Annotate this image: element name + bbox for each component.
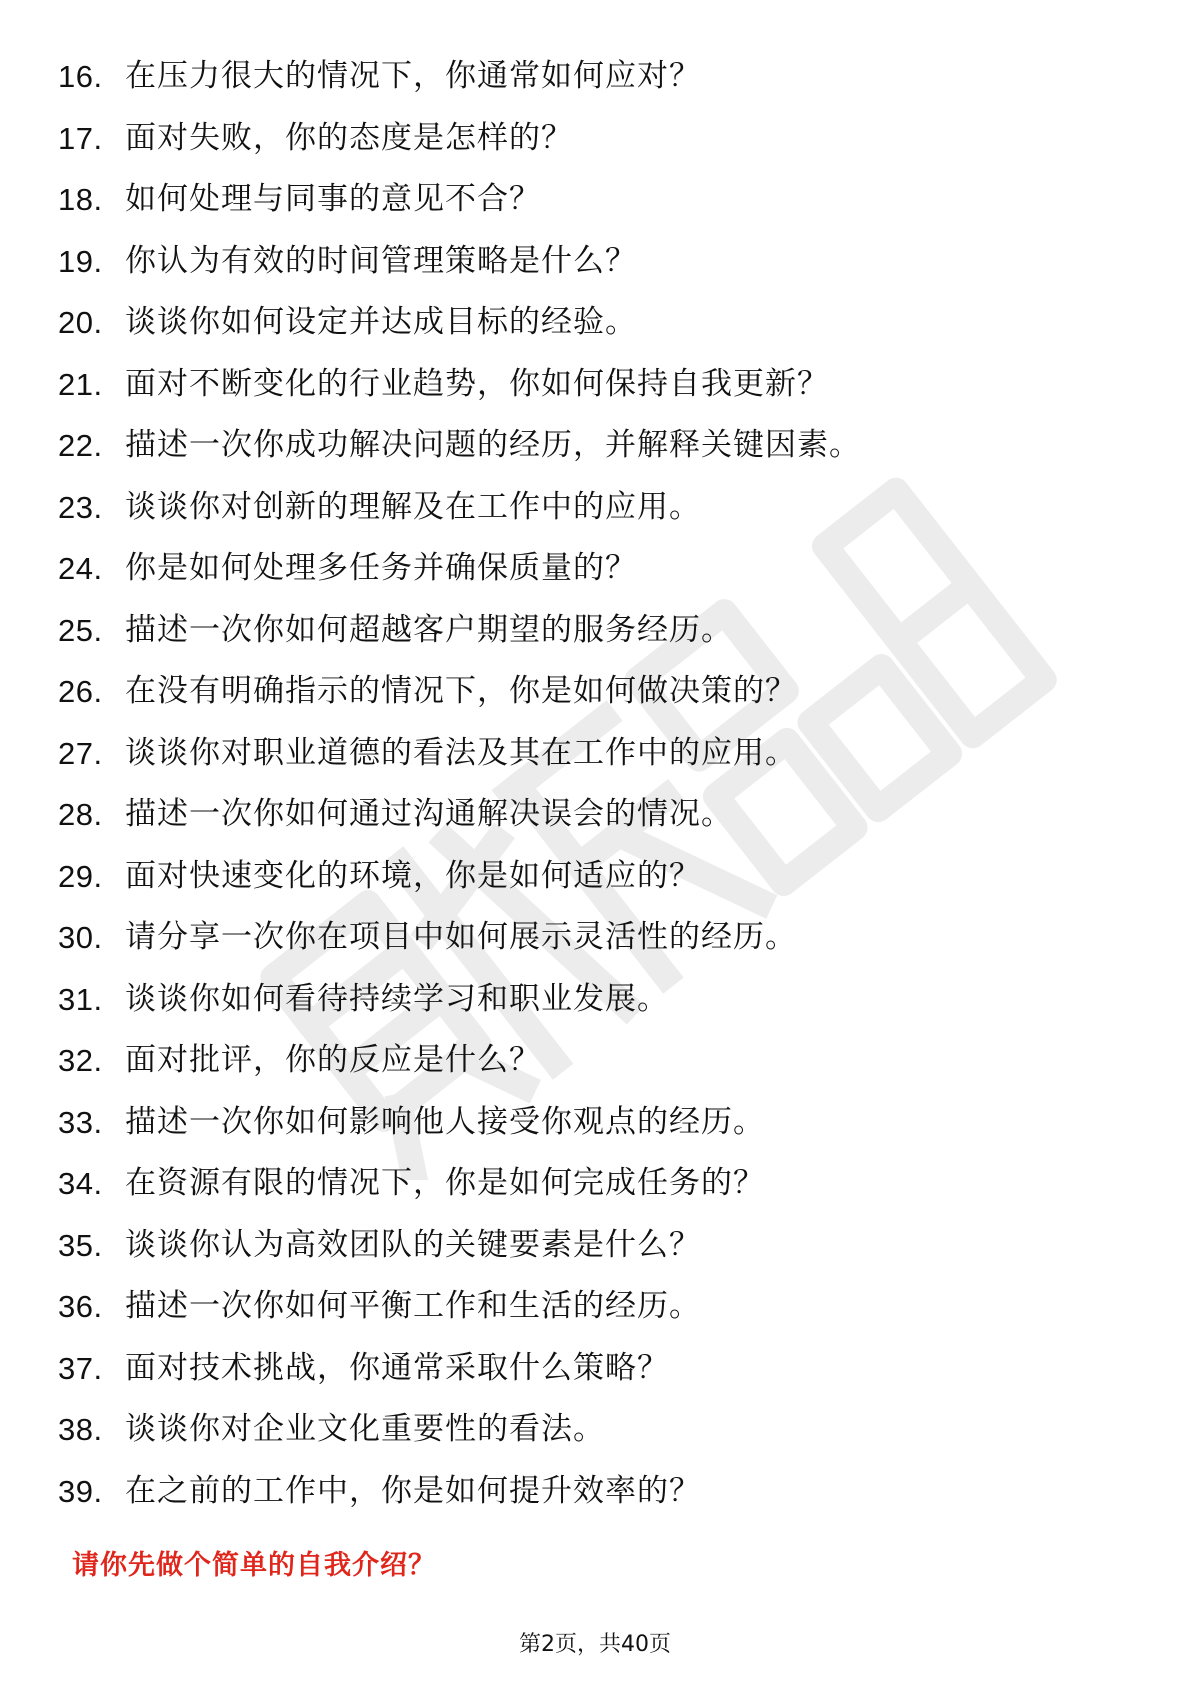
question-text: 谈谈你对创新的理解及在工作中的应用。 [125,488,701,525]
question-item [58,1215,1138,1277]
question-number: 33. [58,1104,103,1140]
question-text: 描述一次你如何影响他人接受你观点的经历。 [125,1103,765,1140]
question-text: 在压力很大的情况下，你通常如何应对？ [125,58,701,95]
question-number: 17. [58,120,103,156]
question-text: 谈谈你认为高效团队的关键要素是什么？ [125,1226,701,1263]
question-text: 描述一次你如何通过沟通解决误会的情况。 [125,796,733,833]
question-number: 20. [58,305,103,341]
question-item [58,415,1138,477]
question-item [58,846,1138,908]
question-text: 在资源有限的情况下，你是如何完成任务的？ [125,1165,765,1202]
question-text: 谈谈你如何看待持续学习和职业发展。 [125,980,669,1017]
self-introduction-heading: 请你先做个简单的自我介绍？ [72,1550,436,1581]
question-item [58,1153,1138,1215]
question-item [58,1030,1138,1092]
question-text: 你认为有效的时间管理策略是什么？ [125,242,637,279]
question-number: 28. [58,797,103,833]
question-text: 如何处理与同事的意见不合？ [125,181,541,218]
question-text: 在之前的工作中，你是如何提升效率的？ [125,1472,701,1509]
question-item [58,1338,1138,1400]
question-number: 38. [58,1412,103,1448]
question-text: 谈谈你对企业文化重要性的看法。 [125,1411,605,1448]
question-item [58,1399,1138,1461]
question-item [58,538,1138,600]
question-number: 16. [58,59,103,95]
question-text: 面对批评，你的反应是什么？ [125,1042,541,1079]
question-item [58,108,1138,170]
question-text: 面对快速变化的环境，你是如何适应的？ [125,857,701,894]
question-number: 31. [58,981,103,1017]
question-number: 26. [58,674,103,710]
question-item [58,1461,1138,1523]
question-item [58,600,1138,662]
question-text: 面对技术挑战，你通常采取什么策略？ [125,1349,669,1386]
question-list [58,46,1138,1522]
question-text: 请分享一次你在项目中如何展示灵活性的经历。 [125,919,797,956]
question-item [58,169,1138,231]
page-number-footer: 第2页，共40页 [519,1632,671,1657]
question-text: 谈谈你对职业道德的看法及其在工作中的应用。 [125,734,797,771]
question-text: 面对不断变化的行业趋势，你如何保持自我更新？ [125,365,829,402]
question-item [58,723,1138,785]
question-number: 25. [58,612,103,648]
question-number: 34. [58,1166,103,1202]
question-item [58,1276,1138,1338]
question-number: 27. [58,735,103,771]
question-item [58,477,1138,539]
question-number: 35. [58,1227,103,1263]
question-number: 18. [58,182,103,218]
question-item [58,784,1138,846]
question-item [58,907,1138,969]
question-number: 19. [58,243,103,279]
question-text: 面对失败，你的态度是怎样的？ [125,119,573,156]
question-item [58,46,1138,108]
question-number: 22. [58,428,103,464]
question-text: 描述一次你如何超越客户期望的服务经历。 [125,611,733,648]
question-number: 39. [58,1473,103,1509]
question-number: 36. [58,1289,103,1325]
question-text: 你是如何处理多任务并确保质量的？ [125,550,637,587]
question-text: 描述一次你成功解决问题的经历，并解释关键因素。 [125,427,861,464]
question-item [58,969,1138,1031]
question-number: 37. [58,1350,103,1386]
question-number: 32. [58,1043,103,1079]
question-item [58,292,1138,354]
question-text: 描述一次你如何平衡工作和生活的经历。 [125,1288,701,1325]
question-text: 在没有明确指示的情况下，你是如何做决策的？ [125,673,797,710]
question-item [58,1092,1138,1154]
question-item [58,231,1138,293]
question-item [58,354,1138,416]
question-item [58,661,1138,723]
question-number: 21. [58,366,103,402]
question-number: 24. [58,551,103,587]
question-number: 30. [58,920,103,956]
question-text: 谈谈你如何设定并达成目标的经验。 [125,304,637,341]
question-number: 29. [58,858,103,894]
question-number: 23. [58,489,103,525]
